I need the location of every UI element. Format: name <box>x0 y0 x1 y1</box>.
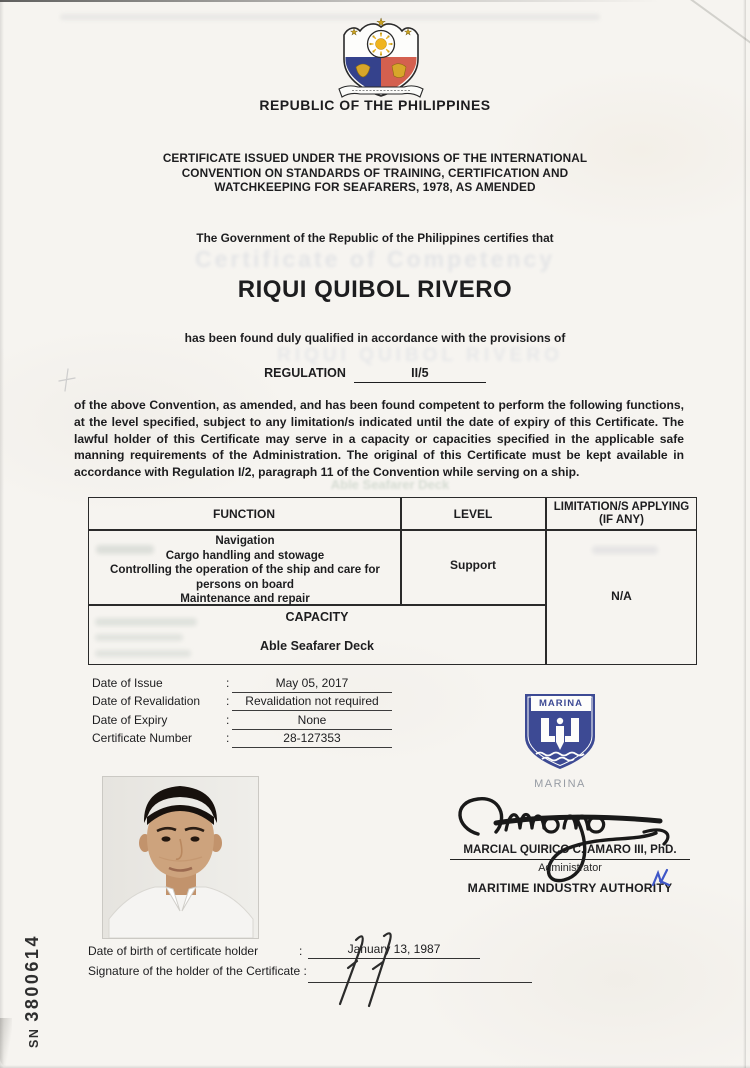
serial-number <box>22 934 43 1048</box>
dob-value: January 13, 1987 <box>308 942 480 959</box>
detail-label: Date of Revalidation <box>92 694 201 708</box>
certificate-title-line: WATCHKEEPING FOR SEAFARERS, 1978, AS AMENDED <box>214 180 536 195</box>
bleed-smudge <box>95 650 191 657</box>
function-item: Maintenance and repair <box>180 592 310 606</box>
level-value: Support <box>450 558 496 572</box>
marina-logo-text: MARINA <box>531 696 591 711</box>
signatory-organization: MARITIME INDUSTRY AUTHORITY <box>467 881 673 895</box>
holder-signature-icon <box>326 932 408 1008</box>
serial-prefix: SN <box>27 1027 41 1048</box>
detail-colon: : <box>226 731 230 745</box>
limitation-value: N/A <box>611 589 632 603</box>
holder-signature-label: Signature of the holder of the Certificate : <box>88 964 307 978</box>
certifies-line: The Government of the Republic of the Philippines certifies that <box>196 231 554 245</box>
detail-value-date-of-expiry: None <box>232 713 392 730</box>
function-item: Controlling the operation of the ship and care for persons on board <box>110 563 380 591</box>
function-item: Cargo handling and stowage <box>165 548 325 562</box>
dob-colon: : <box>299 944 303 958</box>
blue-pen-mark-icon <box>650 868 672 892</box>
detail-value-date-of-issue: May 05, 2017 <box>232 676 392 693</box>
holder-name: RIQUI QUIBOL RIVERO <box>237 276 513 303</box>
bleed-through-capacity: Able Seafarer Deck <box>330 477 450 492</box>
body-paragraph: of the above Convention, as amended, and has been found competent to perform the following functions, at the level specified, subject to any limitation/s indicated until the date of expiry of this Certificate. The lawful holder of this Certificate may serve in a capacity or capacities specified in the applicable safe manning requirements of the Administration. The original of this Certificate must be kept available in accordance with Regulation I/2, paragraph 11 of the Convention while serving on a ship. <box>74 398 684 480</box>
bleed-through-name: RIQUI QUIBOL RIVERO <box>277 345 563 366</box>
holder-photo <box>103 777 258 938</box>
signatory-name: MARCIAL QUIRICO C. AMARO III, PhD. <box>450 843 690 860</box>
bleed-smudge <box>592 546 658 554</box>
table-header-limitation: LIMITATION/S APPLYING (IF ANY) <box>553 501 690 526</box>
capacity-label: CAPACITY <box>285 610 349 624</box>
qualified-line: has been found duly qualified in accordance with the provisions of <box>184 331 566 345</box>
detail-value-date-of-revalidation: Revalidation not required <box>232 694 392 711</box>
capacity-value: Able Seafarer Deck <box>260 639 374 653</box>
signatory-title: Administrator <box>538 862 602 874</box>
detail-colon: : <box>226 694 230 708</box>
detail-value-certificate-number: 28-127353 <box>232 731 392 748</box>
philippines-coat-of-arms-icon <box>336 13 426 99</box>
detail-colon: : <box>226 676 230 690</box>
corner-curl-shadow <box>0 1018 12 1068</box>
svg-text:★: ★ <box>349 27 359 37</box>
table-line <box>88 529 697 531</box>
detail-label: Date of Expiry <box>92 713 168 727</box>
table-header-level: LEVEL <box>453 507 493 521</box>
detail-label: Date of Issue <box>92 676 163 690</box>
bleed-smudge <box>95 634 183 641</box>
bleed-smudge <box>95 618 197 626</box>
bleed-through-title: Certificate of Competency <box>194 246 555 272</box>
table-header-function: FUNCTION <box>213 507 275 521</box>
lion-emblem <box>392 64 406 78</box>
pen-cross-mark-icon <box>56 366 78 394</box>
svg-text:★: ★ <box>403 27 413 37</box>
dob-label: Date of birth of certificate holder <box>88 944 259 958</box>
marina-caption: MARINA <box>534 778 586 790</box>
bleed-smudge <box>96 545 154 554</box>
detail-label: Certificate Number <box>92 731 193 745</box>
scan-top-edge <box>0 0 660 2</box>
regulation-line <box>0 366 750 383</box>
detail-colon: : <box>226 713 230 727</box>
serial-digits: 3800614 <box>22 934 42 1022</box>
svg-text:★: ★ <box>376 17 386 29</box>
bleed-smudge <box>60 14 600 20</box>
corner-crease <box>677 0 750 49</box>
function-item: Navigation <box>215 534 275 547</box>
certificate-title-line: CERTIFICATE ISSUED UNDER THE PROVISIONS OF THE INTERNATIONAL <box>162 151 588 165</box>
certificate-title-line: CONVENTION ON STANDARDS OF TRAINING, CERTIFICATION AND <box>181 165 569 180</box>
certificate-title <box>0 151 750 195</box>
country-name: REPUBLIC OF THE PHILIPPINES <box>259 97 491 113</box>
regulation-value: II/5 <box>354 366 486 383</box>
regulation-label: REGULATION <box>264 366 346 380</box>
